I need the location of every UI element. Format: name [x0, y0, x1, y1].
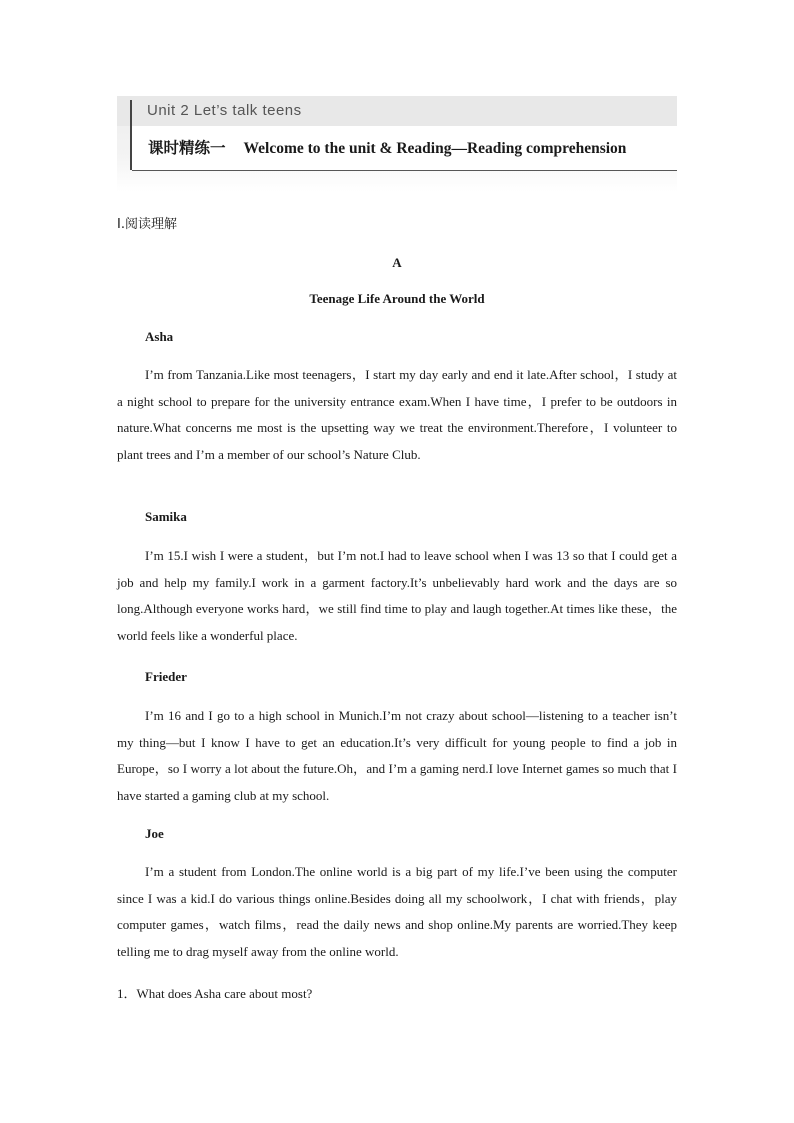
- person-name: Frieder: [145, 669, 187, 684]
- question-number: 1．: [117, 986, 137, 1001]
- person-name: Samika: [145, 509, 187, 524]
- question-text: What does Asha care about most?: [136, 986, 313, 1001]
- lesson-title: [148, 136, 626, 158]
- lesson-bar: [132, 126, 677, 171]
- section-heading: Ⅰ.阅读理解: [117, 217, 177, 232]
- person-name: Joe: [145, 826, 164, 841]
- passage-title: Teenage Life Around the World: [309, 291, 485, 306]
- paragraph: I’m 15.I wish I were a student，but I’m not.I had to leave school when I was 13 so that I could get a job and help my family.I work in a garment factory.It’s unbelievably hard work and the days are so long.Although everyone works hard，we still find time to play and laugh together.At times like these，the world feels like a wonderful place.: [117, 548, 677, 643]
- lesson-title-en: Welcome to the unit & Reading—Reading comprehension: [243, 140, 627, 157]
- lesson-header: [117, 96, 677, 192]
- person-name: Asha: [145, 329, 174, 344]
- paragraph: I’m a student from London.The online world is a big part of my life.I’ve been using the computer since I was a kid.I do various things online.Besides doing all my schoolwork，I chat with friends，play computer games，watch films，read the daily news and shop online.My parents are worried.They keep telling me to drag myself away from the online world.: [117, 864, 677, 959]
- question-item: [117, 983, 312, 1002]
- unit-bar: [117, 96, 677, 126]
- passage-label: A: [392, 255, 402, 270]
- lesson-title-cn: 课时精练一: [148, 139, 226, 157]
- paragraph: I’m 16 and I go to a high school in Munich.I’m not crazy about school—listening to a teacher isn’t my thing—but I know I have to get an education.It’s very difficult for young people to find a job in Europe，so I worry a lot about the future.Oh，and I’m a gaming nerd.I love Internet games so much that I have started a gaming club at my school.: [117, 708, 677, 803]
- paragraph: I’m from Tanzania.Like most teenagers，I start my day early and end it late.After school，I study at a night school to prepare for the university entrance exam.When I have time，I prefer to be outdoors in nature.What concerns me most is the upsetting way we treat the environment.Therefore，I volunteer to plant trees and I’m a member of our school’s Nature Club.: [117, 367, 677, 462]
- unit-title: Unit 2 Let’s talk teens: [147, 102, 302, 119]
